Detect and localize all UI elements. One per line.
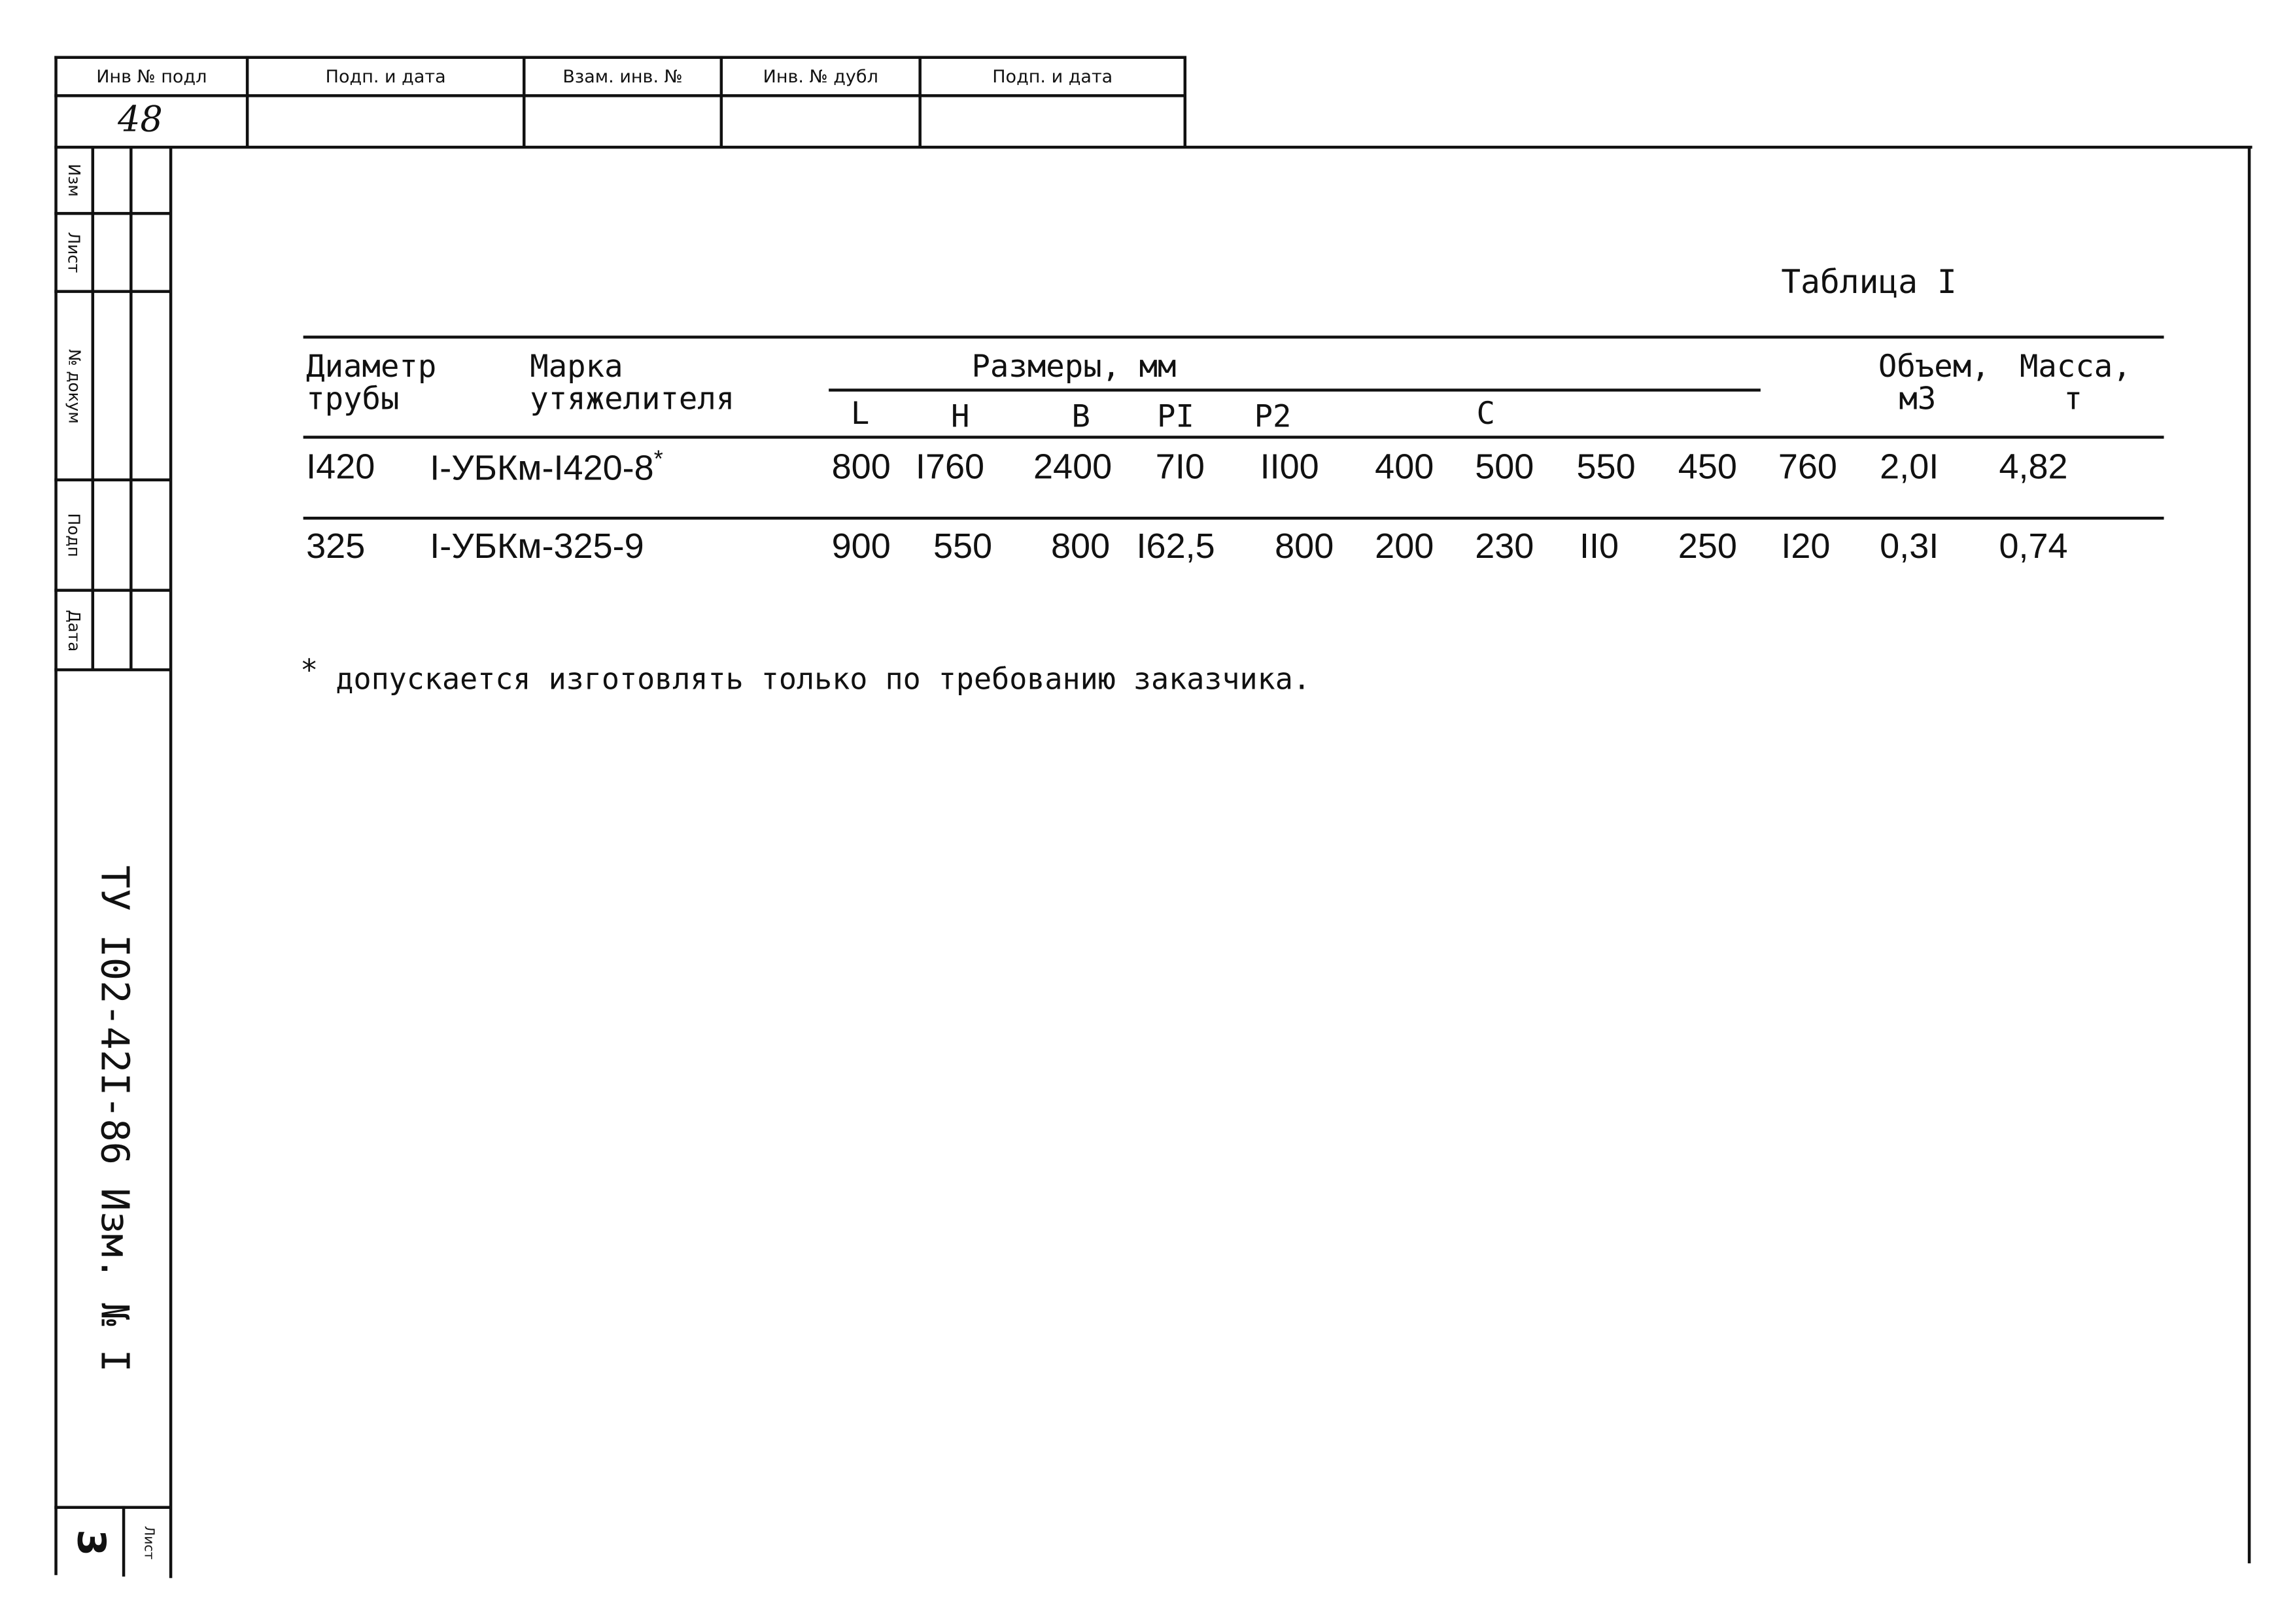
cell-dim: 800	[1275, 527, 1334, 567]
cell-mark: I-УБКм-I420-8*	[430, 447, 663, 489]
cell-dim: 800	[1050, 527, 1111, 567]
cell-diameter: I420	[306, 447, 375, 487]
table-caption: Таблица I	[1781, 265, 1957, 302]
cell-dim: 230	[1475, 527, 1534, 567]
strip-label-sheet: Лист	[63, 232, 84, 273]
page-border-right	[2248, 147, 2251, 1563]
cell-dim: 250	[1678, 527, 1737, 567]
cell-dim: 550	[1576, 447, 1636, 487]
header-dim-b: B	[1071, 398, 1090, 434]
header-dim-l: L	[850, 396, 870, 432]
cell-dim: II0	[1579, 527, 1619, 567]
stamp-header-inv-duplicate: Инв. № дубл	[763, 66, 878, 87]
cell-dim: I62,5	[1136, 527, 1215, 567]
cell-dim: I20	[1781, 527, 1831, 567]
header-mass: Масса, т	[2019, 349, 2131, 417]
cell-dim: 900	[831, 527, 891, 567]
header-mark: Марка утяжелителя	[530, 349, 735, 417]
cell-volume: 0,3I	[1880, 527, 1939, 567]
sheet-number: 3	[67, 1529, 112, 1555]
cell-dim: 550	[933, 527, 993, 567]
cell-dim: 2400	[1033, 447, 1113, 487]
cell-volume: 2,0I	[1880, 447, 1939, 487]
stamp-header-signature-date-2: Подп. и дата	[992, 66, 1113, 87]
header-dim-c: C	[1476, 396, 1495, 432]
strip-label-change: Изм	[63, 164, 84, 197]
footnote-marker: *	[653, 447, 663, 473]
cell-dim: II00	[1260, 447, 1319, 487]
cell-mark: I-УБКм-325-9	[430, 527, 644, 567]
sheet-label: Лист	[139, 1525, 155, 1559]
document-designation: ТУ I02-42I-86 Изм. № I	[91, 865, 136, 1373]
cell-dim: I760	[915, 447, 985, 487]
cell-mass: 4,82	[1999, 447, 2068, 487]
cell-dim: 800	[831, 447, 891, 487]
stamp-inv-number: 48	[118, 98, 163, 140]
header-volume: Объем, м3	[1878, 349, 1990, 417]
header-diameter: Диаметр трубы	[306, 349, 437, 417]
cell-diameter: 325	[306, 527, 366, 567]
footnote	[300, 652, 1311, 697]
cell-dim: 500	[1475, 447, 1534, 487]
cell-dim: 450	[1678, 447, 1737, 487]
strip-label-date: Дата	[63, 609, 84, 651]
cell-mass: 0,74	[1999, 527, 2068, 567]
header-dim-h: H	[950, 398, 970, 434]
cell-dim: 400	[1375, 447, 1434, 487]
header-dim-p1: PI	[1157, 398, 1194, 434]
footnote-text: допускается изготовлять только по требованию заказчика.	[336, 661, 1311, 697]
cell-dim: 7I0	[1155, 447, 1205, 487]
strip-label-document-number: № докум	[63, 348, 84, 423]
stamp-header-inv-original: Инв № подл	[96, 66, 207, 87]
cell-dim: 760	[1778, 447, 1837, 487]
cell-dim: 200	[1375, 527, 1434, 567]
footnote-marker: *	[300, 652, 319, 688]
stamp-header-signature-date: Подп. и дата	[325, 66, 446, 87]
header-dimensions-group: Размеры, мм	[971, 349, 1177, 385]
header-dim-p2: P2	[1254, 398, 1292, 434]
strip-label-signature: Подп	[63, 513, 84, 557]
stamp-header-replaced-inv: Взам. инв. №	[562, 66, 683, 87]
